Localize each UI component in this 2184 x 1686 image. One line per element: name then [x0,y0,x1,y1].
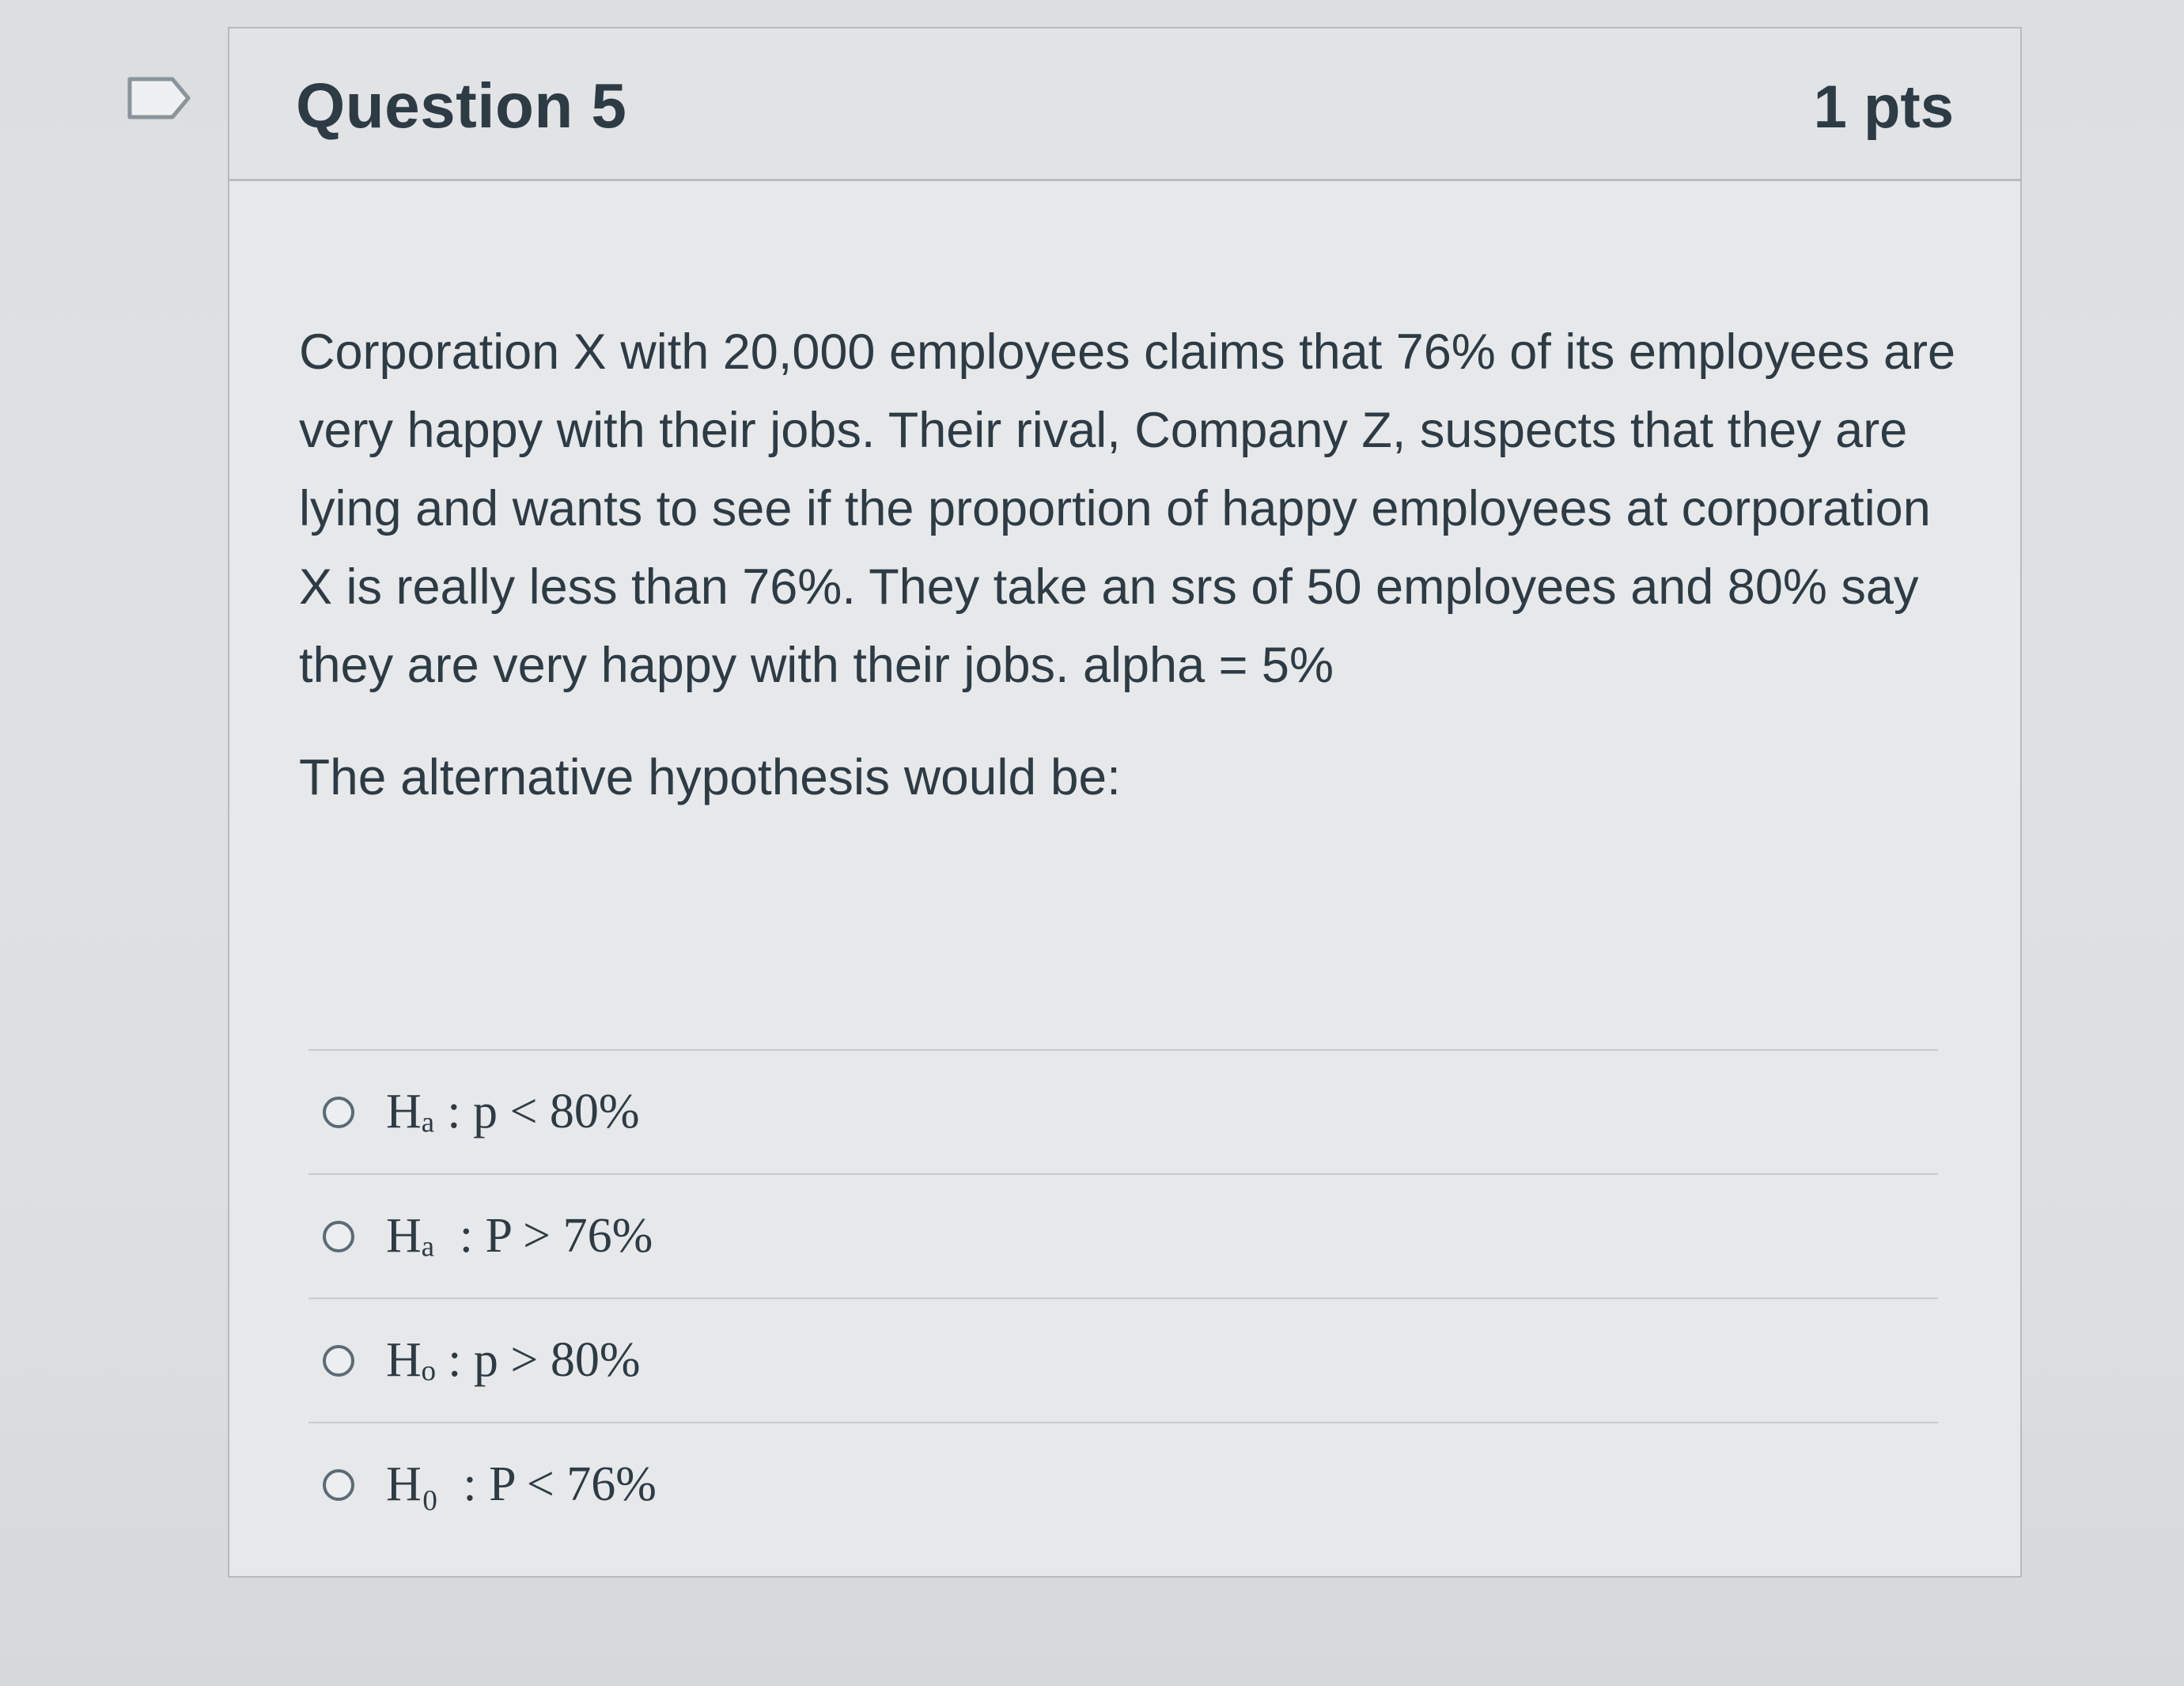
question-points: 1 pts [1813,74,1954,141]
radio-unselected-icon[interactable] [323,1469,354,1501]
question-body [299,313,1968,813]
answer-label[interactable]: Hₒ : p > 80% [386,1333,641,1387]
answer-label[interactable]: Hₐ : p < 80% [386,1085,640,1139]
radio-unselected-icon[interactable] [323,1221,354,1252]
radio-unselected-icon[interactable] [323,1097,354,1128]
radio-unselected-icon[interactable] [323,1345,354,1377]
question-prompt: The alternative hypothesis would be: [299,748,1121,805]
answer-label[interactable]: Hₐ : P > 76% [386,1209,653,1263]
answer-list [308,1049,1938,1546]
answer-label[interactable]: H₀ : P < 76% [386,1457,657,1511]
question-stem: Corporation X with 20,000 employees claims that 76% of its employees are very happy with their jobs. Their rival, Company Z, suspects that they are lying and wants to see if the proportion of happy employees at corporation X is really less than 76%. They take an srs of 50 employees and 80% say they are very happy with their jobs. alpha = 5% [299,324,1956,693]
answer-option-2[interactable] [308,1173,1938,1298]
flag-question-icon[interactable] [127,76,191,120]
answer-option-4[interactable] [308,1422,1938,1546]
question-header [229,28,2020,181]
question-card [228,27,2022,1578]
question-title: Question 5 [296,70,627,141]
answer-option-1[interactable] [308,1049,1938,1173]
answer-option-3[interactable] [308,1298,1938,1422]
